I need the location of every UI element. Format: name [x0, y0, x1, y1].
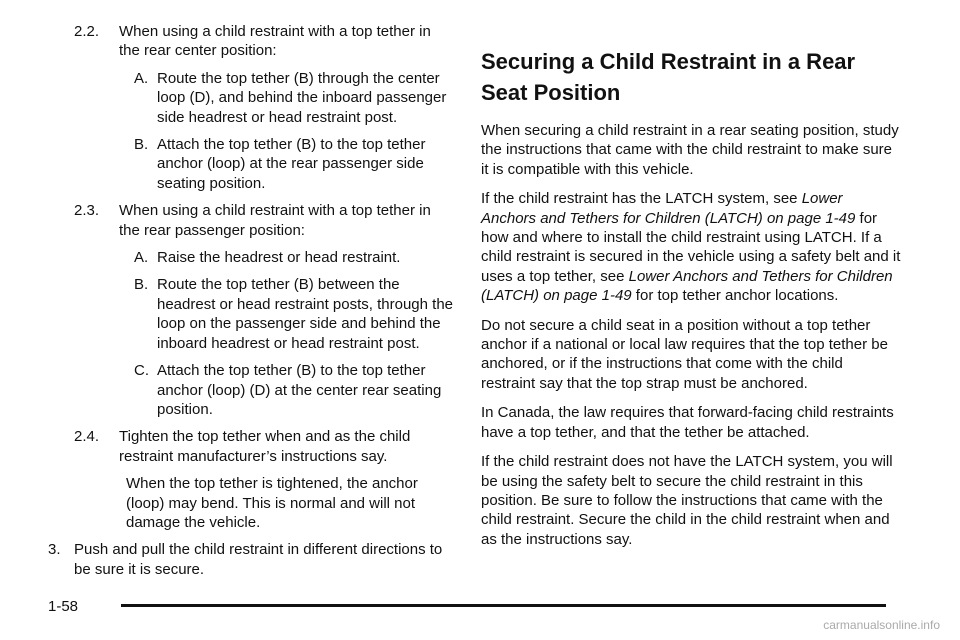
- paragraph-1: When securing a child restraint in a rear seating position, study the instructions that came with the child restraint to make sure it is compatible with this vehicle.: [481, 122, 899, 178]
- step-number: 2.4.: [74, 428, 100, 446]
- paragraph-2: [481, 189, 901, 305]
- substep-2-3-c: [48, 361, 453, 419]
- step-2-3: [48, 201, 453, 240]
- step-number: 2.3.: [74, 202, 100, 220]
- cross-reference-latch[interactable]: Lower Anchors and Tethers for Children (LATCH) on page 1-49: [481, 267, 893, 305]
- step-number: 2.2.: [74, 23, 100, 40]
- paragraph-5: If the child restraint does not have the LATCH system, you will be using the safety belt to secure the child restraint in this position. Be sure to follow the instructions that came with the child restraint. Secure the child in the child restraint when and as the instructions say.: [481, 453, 893, 548]
- step-number: 3.: [48, 541, 61, 559]
- substep-label: A.: [134, 69, 149, 87]
- step-2-4-note: When the top tether is tightened, the anchor (loop) may bend. This is normal and will not damage the vehicle.: [126, 475, 418, 531]
- step-text: When using a child restraint with a top tether in the rear passenger position:: [119, 202, 431, 239]
- substep-label: A.: [134, 249, 149, 267]
- step-text: Tighten the top tether when and as the child restraint manufacturer’s instructions say.: [119, 428, 411, 465]
- right-column: [481, 46, 901, 559]
- substep-label: C.: [134, 362, 149, 380]
- paragraph-3: Do not secure a child seat in a position without a top tether anchor if a national or local law requires that the top tether be anchored, or if the instructions that come with the child restraint say that the top strap must be anchored.: [481, 316, 888, 392]
- step-2-2: [48, 22, 453, 61]
- section-heading: Securing a Child Restraint in a Rear Seat Position: [481, 49, 856, 105]
- step-2-4: [48, 427, 453, 466]
- substep-2-3-a: [48, 248, 453, 267]
- step-3: [48, 540, 453, 579]
- substep-2-2-b: [48, 135, 453, 193]
- paragraph-4: In Canada, the law requires that forward-facing child restraints have a top tether, and that the tether be attached.: [481, 404, 894, 441]
- footer-rule: [121, 604, 886, 607]
- paragraph-2-text: for top tether anchor locations.: [631, 287, 839, 305]
- step-text: When using a child restraint with a top tether in the rear center position:: [119, 23, 431, 60]
- step-text: Push and pull the child restraint in different directions to be sure it is secure.: [74, 541, 443, 578]
- substep-2-3-b: [48, 275, 453, 353]
- substep-text: Attach the top tether (B) to the top tether anchor (loop) (D) at the center rear seating position.: [157, 362, 442, 418]
- cross-reference-latch[interactable]: Lower Anchors and Tethers for Children (LATCH) on page 1-49: [481, 190, 856, 227]
- page-number: 1-58: [48, 598, 79, 615]
- watermark: carmanualsonline.info: [823, 618, 940, 632]
- substep-2-2-a: [48, 69, 453, 127]
- substep-label: B.: [134, 276, 149, 294]
- paragraph-2-text: If the child restraint has the LATCH system, see: [481, 190, 802, 208]
- left-column: [48, 22, 453, 579]
- paragraph-2-text: for how and where to install the child restraint using LATCH. If a child restraint is secured in the vehicle using a safety belt and it uses a top tether, see: [481, 209, 901, 285]
- substep-text: Route the top tether (B) between the headrest or head restraint posts, through the loop on the passenger side and behind the inboard headrest or head restraint post.: [157, 276, 454, 352]
- substep-text: Attach the top tether (B) to the top tether anchor (loop) at the rear passenger side seating position.: [157, 136, 426, 192]
- substep-label: B.: [134, 136, 149, 154]
- substep-text: Raise the headrest or head restraint.: [157, 249, 401, 267]
- substep-text: Route the top tether (B) through the center loop (D), and behind the inboard passenger side headrest or head restraint post.: [157, 69, 447, 126]
